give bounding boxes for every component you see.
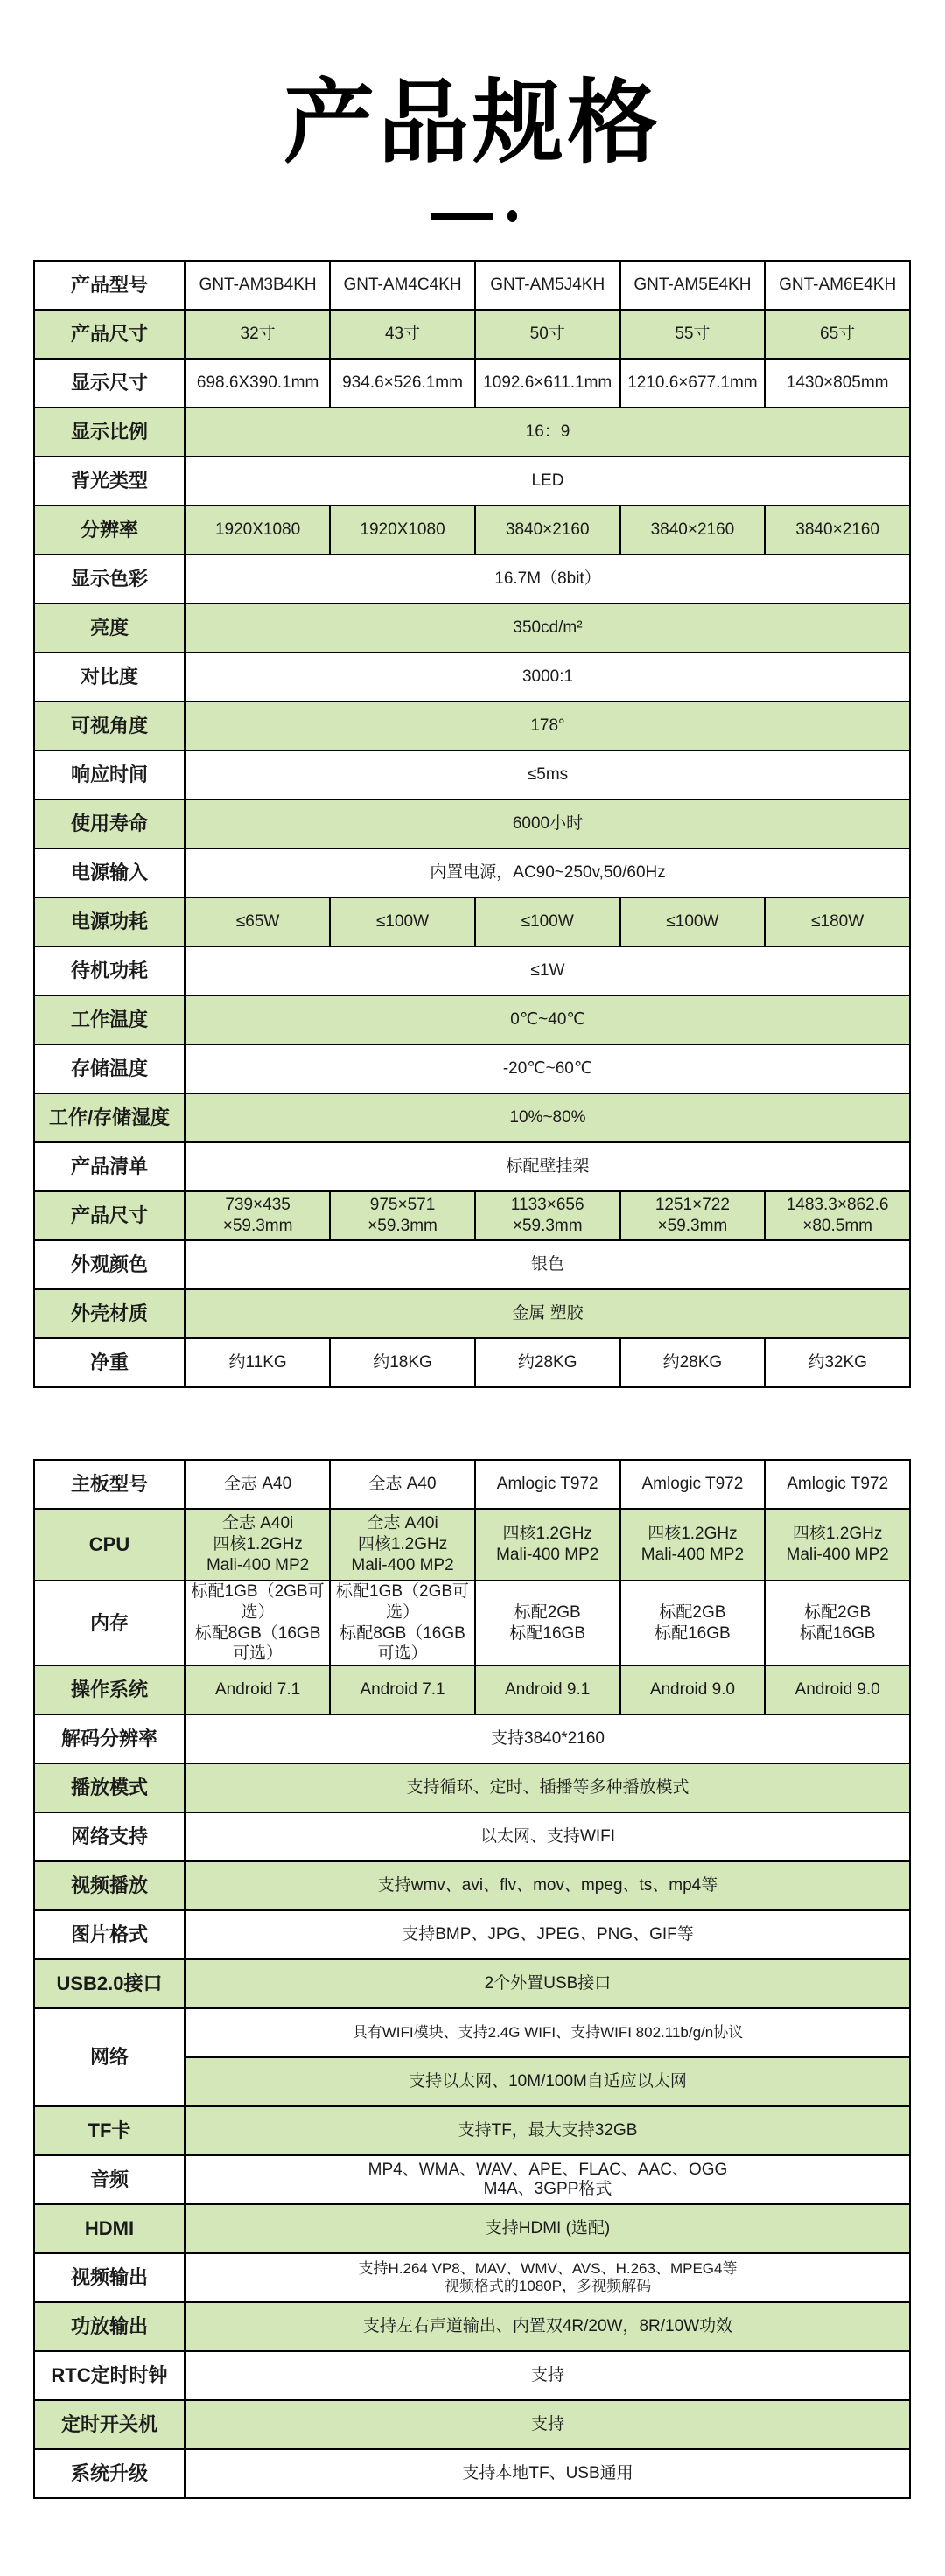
row-value: 16.7M（8bit）	[186, 555, 911, 604]
row-label: 使用寿命	[34, 799, 186, 848]
table-row	[34, 2302, 910, 2351]
cell-line: M4A、3GPP格式	[483, 2180, 612, 2198]
row-label: RTC定时时钟	[34, 2351, 186, 2400]
row-label: 外壳材质	[34, 1289, 186, 1338]
row-value: 支持3840*2160	[186, 1714, 911, 1763]
table-row	[34, 2155, 910, 2204]
cell-line: Mali-400 MP2	[496, 1546, 599, 1564]
row-value-model-2: 934.6×526.1mm	[330, 359, 475, 408]
cell-line: 标配16GB	[799, 1623, 876, 1643]
row-value	[186, 2253, 911, 2302]
table-row	[34, 1665, 910, 1714]
row-value: 银色	[186, 1240, 911, 1289]
table-row	[34, 2351, 910, 2400]
row-label: 产品尺寸	[34, 310, 186, 359]
row-value-model-4	[620, 1191, 766, 1240]
table-row	[34, 2253, 910, 2302]
row-label: 背光类型	[34, 457, 186, 506]
row-value-model-3	[475, 1191, 620, 1240]
table-row	[34, 1240, 910, 1289]
row-label: 电源输入	[34, 848, 186, 897]
row-label: 主板型号	[34, 1460, 186, 1509]
row-value: 0℃~40℃	[186, 995, 911, 1044]
row-value-model-4: Amlogic T972	[620, 1460, 766, 1509]
row-value-model-1: 约11KG	[186, 1338, 331, 1387]
row-value-model-5	[765, 1581, 910, 1665]
row-value: 具有WIFI模块、支持2.4G WIFI、支持WIFI 802.11b/g/n协议	[186, 2008, 911, 2057]
row-label: 显示比例	[34, 408, 186, 457]
table-row	[34, 1093, 910, 1142]
row-value-model-3	[475, 1509, 620, 1581]
row-value: 350cd/m²	[186, 604, 911, 653]
table-row	[34, 2449, 910, 2498]
row-value-model-1: 全志 A40	[186, 1460, 331, 1509]
row-label: 待机功耗	[34, 946, 186, 995]
table-row	[34, 457, 910, 506]
cell-line: 四核1.2GHz	[648, 1525, 738, 1544]
row-value-model-5: 约32KG	[765, 1338, 910, 1387]
table-row	[34, 995, 910, 1044]
row-label: 网络支持	[34, 1812, 186, 1861]
row-value-model-1: GNT-AM3B4KH	[186, 261, 331, 310]
cell-line: 四核1.2GHz	[357, 1535, 448, 1554]
table-row	[34, 653, 910, 702]
cell-line: 四核1.2GHz	[502, 1525, 592, 1544]
row-value-model-2: GNT-AM4C4KH	[330, 261, 475, 310]
table-row	[34, 1714, 910, 1763]
table-row	[34, 1044, 910, 1093]
cell-line: 975×571	[369, 1196, 436, 1215]
row-value-model-4: GNT-AM5E4KH	[620, 261, 766, 310]
cell-line: 标配1GB（2GB可选）	[191, 1582, 325, 1622]
row-value-model-2: ≤100W	[330, 897, 475, 946]
row-value-model-3: 3840×2160	[475, 506, 620, 555]
row-value-model-4: 55寸	[620, 310, 766, 359]
row-label: 对比度	[34, 653, 186, 702]
table-row	[34, 702, 910, 750]
row-value-model-1	[186, 1581, 331, 1665]
row-value-model-5: Amlogic T972	[765, 1460, 910, 1509]
row-label: 响应时间	[34, 750, 186, 799]
row-value: 2个外置USB接口	[186, 1959, 911, 2008]
row-value-model-2: 全志 A40	[330, 1460, 475, 1509]
cell-line: ×59.3mm	[512, 1217, 583, 1235]
row-value-model-3: 1092.6×611.1mm	[475, 359, 620, 408]
cell-line: 全志 A40i	[221, 1514, 294, 1533]
display-spec-table	[33, 260, 911, 1388]
row-value: 16：9	[186, 408, 911, 457]
row-value-model-1	[186, 1191, 331, 1240]
row-value: 支持HDMI (选配)	[186, 2204, 911, 2253]
row-label: 图片格式	[34, 1910, 186, 1959]
table-row	[34, 897, 910, 946]
row-label: 音频	[34, 2155, 186, 2204]
row-label: 产品清单	[34, 1142, 186, 1191]
row-label: 内存	[34, 1581, 186, 1665]
row-value-model-2	[330, 1581, 475, 1665]
table-row	[34, 2008, 910, 2057]
row-label: 视频输出	[34, 2253, 186, 2302]
cell-line: 标配2GB	[514, 1602, 581, 1622]
row-value: 支持wmv、avi、flv、mov、mpeg、ts、mp4等	[186, 1861, 911, 1910]
cell-line: 标配2GB	[804, 1602, 872, 1622]
title-divider-line	[430, 213, 494, 220]
row-label: 播放模式	[34, 1763, 186, 1812]
row-value-model-4: 3840×2160	[620, 506, 766, 555]
table-row	[34, 1959, 910, 2008]
row-value: 支持	[186, 2400, 911, 2449]
row-value-model-5	[765, 1191, 910, 1240]
row-label: 外观颜色	[34, 1240, 186, 1289]
table-row	[34, 555, 910, 604]
cell-line: 四核1.2GHz	[213, 1535, 303, 1554]
cell-line: 1133×656	[510, 1196, 584, 1215]
cell-line: ×59.3mm	[368, 1217, 438, 1235]
table-row	[34, 604, 910, 653]
row-value-model-2: Android 7.1	[330, 1665, 475, 1714]
row-value-model-5: GNT-AM6E4KH	[765, 261, 910, 310]
row-value-model-2: 约18KG	[330, 1338, 475, 1387]
row-label: 视频播放	[34, 1861, 186, 1910]
cell-line: 全志 A40i	[367, 1514, 438, 1533]
row-label: 工作温度	[34, 995, 186, 1044]
row-value-model-3: Amlogic T972	[475, 1460, 620, 1509]
row-label: 存储温度	[34, 1044, 186, 1093]
cell-line: 视频格式的1080P，多视频解码	[444, 2278, 652, 2294]
row-value-model-3: 50寸	[475, 310, 620, 359]
row-value: ≤5ms	[186, 750, 911, 799]
table-row	[34, 799, 910, 848]
row-value-model-5: 65寸	[765, 310, 910, 359]
cell-line: ×80.5mm	[802, 1217, 872, 1235]
table-row	[34, 261, 910, 310]
cell-line: 1251×722	[654, 1196, 730, 1215]
row-value-model-1	[186, 1509, 331, 1581]
row-value-model-5: ≤180W	[765, 897, 910, 946]
row-label: 分辨率	[34, 506, 186, 555]
row-label: HDMI	[34, 2204, 186, 2253]
row-value: 支持BMP、JPG、JPEG、PNG、GIF等	[186, 1910, 911, 1959]
row-value: 6000小时	[186, 799, 911, 848]
table-row	[34, 750, 910, 799]
cell-line: Mali-400 MP2	[640, 1546, 745, 1564]
table-row	[34, 2106, 910, 2155]
row-value-model-4: 1210.6×677.1mm	[620, 359, 766, 408]
row-value: 支持以太网、10M/100M自适应以太网	[186, 2057, 911, 2106]
cell-line: 标配16GB	[654, 1623, 731, 1643]
row-label: 定时开关机	[34, 2400, 186, 2449]
row-label: 网络	[34, 2008, 186, 2106]
row-value-model-3	[475, 1581, 620, 1665]
row-value-model-4: ≤100W	[620, 897, 766, 946]
row-value-model-5	[765, 1509, 910, 1581]
cell-line: MP4、WMA、WAV、APE、FLAC、AAC、OGG	[368, 2161, 728, 2180]
row-value-model-4	[620, 1509, 766, 1581]
row-label: USB2.0接口	[34, 1959, 186, 2008]
cell-line: Mali-400 MP2	[351, 1555, 454, 1574]
row-label: 显示尺寸	[34, 359, 186, 408]
row-value-model-4	[620, 1581, 766, 1665]
cell-line: 标配8GB（16GB可选）	[194, 1623, 321, 1664]
row-label: 功放输出	[34, 2302, 186, 2351]
row-value-model-1: 32寸	[186, 310, 331, 359]
row-value-model-3: GNT-AM5J4KH	[475, 261, 620, 310]
row-value-model-5: 3840×2160	[765, 506, 910, 555]
cell-line: 支持H.264 VP8、MAV、WMV、AVS、H.263、MPEG4等	[358, 2260, 738, 2278]
row-value-model-2	[330, 1191, 475, 1240]
row-label: 解码分辨率	[34, 1714, 186, 1763]
table-row	[34, 1289, 910, 1338]
table-row	[34, 1509, 910, 1581]
title-divider-dot	[508, 210, 517, 222]
cell-line: 标配1GB（2GB可选）	[336, 1582, 470, 1622]
table-row	[34, 359, 910, 408]
table-row	[34, 1763, 910, 1812]
table-row	[34, 2400, 910, 2449]
cell-line: Mali-400 MP2	[206, 1555, 310, 1574]
row-value-model-3: ≤100W	[475, 897, 620, 946]
row-value-model-2	[330, 1509, 475, 1581]
row-value-model-1: Android 7.1	[186, 1665, 331, 1714]
row-value: 支持本地TF、USB通用	[186, 2449, 911, 2498]
row-label: 亮度	[34, 604, 186, 653]
row-label: 可视角度	[34, 702, 186, 750]
row-value: LED	[186, 457, 911, 506]
cell-line: Mali-400 MP2	[786, 1546, 889, 1564]
row-value-model-2: 43寸	[330, 310, 475, 359]
row-value-model-1: 698.6X390.1mm	[186, 359, 331, 408]
row-label: TF卡	[34, 2106, 186, 2155]
cell-line: 四核1.2GHz	[792, 1525, 883, 1544]
row-label: 产品型号	[34, 261, 186, 310]
table-row	[34, 1460, 910, 1509]
row-label: 操作系统	[34, 1665, 186, 1714]
row-value: 支持TF，最大支持32GB	[186, 2106, 911, 2155]
table-row	[34, 1812, 910, 1861]
row-label: 产品尺寸	[34, 1191, 186, 1240]
row-label: 净重	[34, 1338, 186, 1387]
row-value: 支持循环、定时、插播等多种播放模式	[186, 1763, 911, 1812]
row-value: 以太网、支持WIFI	[186, 1812, 911, 1861]
row-value: 3000:1	[186, 653, 911, 702]
table-row	[34, 310, 910, 359]
cell-line: ×59.3mm	[222, 1217, 293, 1235]
row-label: CPU	[34, 1509, 186, 1581]
page-title: 产品规格	[283, 69, 662, 176]
row-value-model-3: 约28KG	[475, 1338, 620, 1387]
table-row	[34, 1910, 910, 1959]
row-value-model-2: 1920X1080	[330, 506, 475, 555]
row-value-model-5: Android 9.0	[765, 1665, 910, 1714]
row-label: 显示色彩	[34, 555, 186, 604]
row-value: -20℃~60℃	[186, 1044, 911, 1093]
row-value: 支持左右声道输出、内置双4R/20W，8R/10W功效	[186, 2302, 911, 2351]
row-value-model-3: Android 9.1	[475, 1665, 620, 1714]
table-row	[34, 1142, 910, 1191]
row-value	[186, 2155, 911, 2204]
table-row	[34, 408, 910, 457]
row-label: 工作/存储湿度	[34, 1093, 186, 1142]
table-row	[34, 1191, 910, 1240]
cell-line: ×59.3mm	[657, 1217, 728, 1235]
cell-line: 标配8GB（16GB可选）	[340, 1623, 466, 1664]
cell-line: 标配16GB	[509, 1623, 586, 1643]
row-value: 10%~80%	[186, 1093, 911, 1142]
table-row	[34, 2204, 910, 2253]
row-label: 系统升级	[34, 2449, 186, 2498]
row-value-model-4: 约28KG	[620, 1338, 766, 1387]
row-label: 电源功耗	[34, 897, 186, 946]
table-row	[34, 1861, 910, 1910]
table-row	[34, 946, 910, 995]
row-value: 178°	[186, 702, 911, 750]
row-value-model-1: ≤65W	[186, 897, 331, 946]
table-row	[34, 848, 910, 897]
table-row	[34, 506, 910, 555]
table-row	[34, 1338, 910, 1387]
row-value-model-5: 1430×805mm	[765, 359, 910, 408]
table-row	[34, 1581, 910, 1665]
cell-line: 1483.3×862.6	[786, 1196, 889, 1215]
row-value: 支持	[186, 2351, 911, 2400]
cell-line: 739×435	[225, 1196, 290, 1215]
row-value-model-1: 1920X1080	[186, 506, 331, 555]
cell-line: 标配2GB	[659, 1602, 726, 1622]
mainboard-spec-table	[33, 1459, 911, 2499]
row-value: ≤1W	[186, 946, 911, 995]
row-value: 金属 塑胶	[186, 1289, 911, 1338]
row-value: 内置电源，AC90~250v,50/60Hz	[186, 848, 911, 897]
row-value-model-4: Android 9.0	[620, 1665, 766, 1714]
row-value: 标配壁挂架	[186, 1142, 911, 1191]
